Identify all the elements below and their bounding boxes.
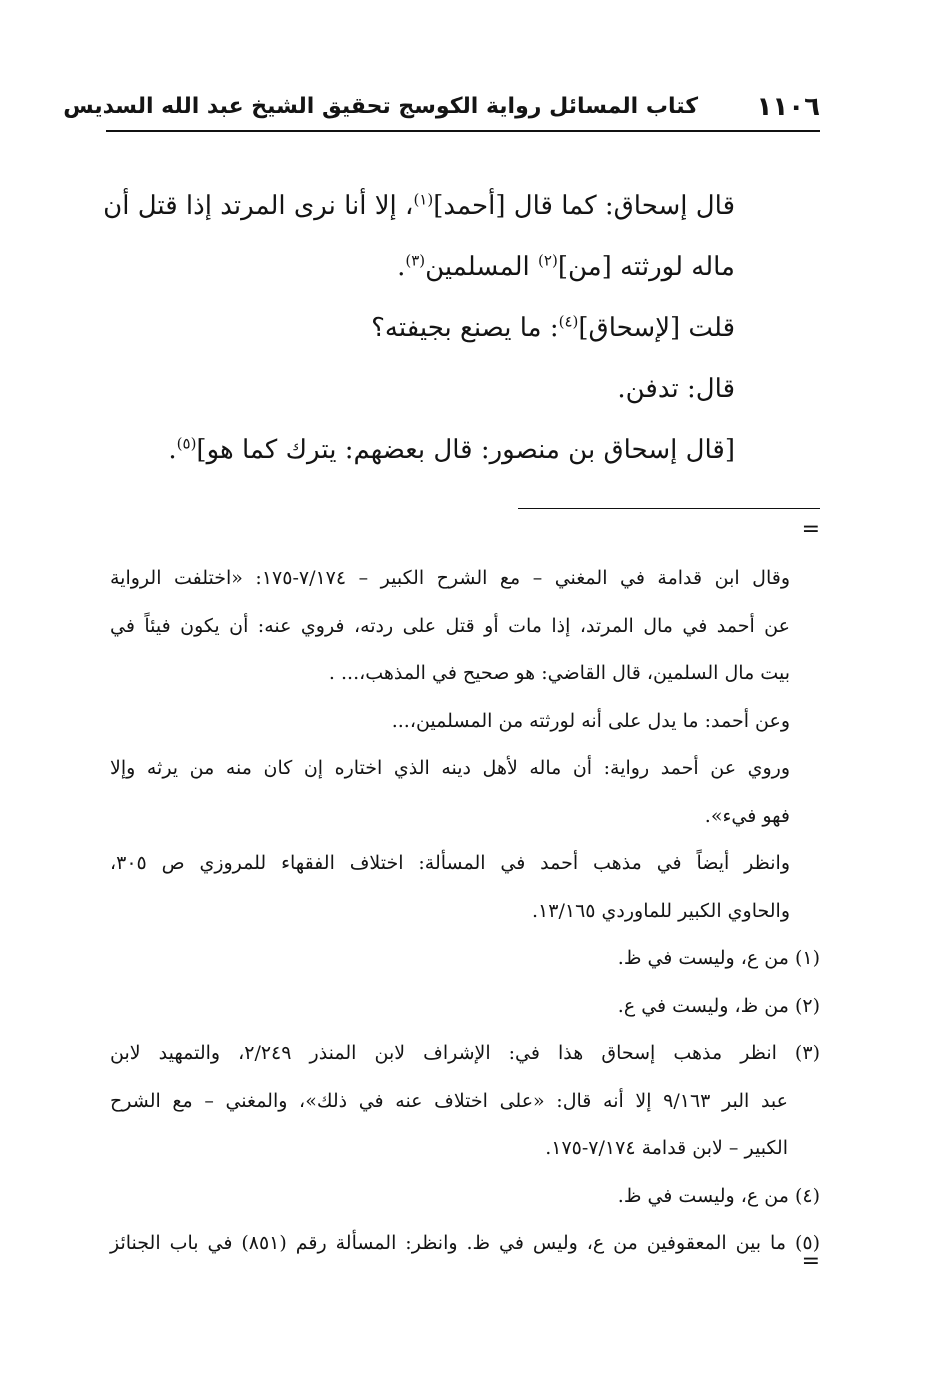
footnote-line: وروي عن أحمد رواية: أن ماله لأهل دينه الذي اختاره إن كان منه من يرثه وإلا [110,757,790,779]
footnote-line: وانظر أيضاً في مذهب أحمد في المسألة: اختلاف الفقهاء للمروزي ص ٣٠٥، [110,852,790,874]
footnote-line: وقال ابن قدامة في المغني – مع الشرح الكبير – ٧/١٧٤-١٧٥: «اختلفت الرواية [110,567,790,589]
continuation-mark-top: = [801,517,820,542]
main-text [105,176,735,481]
footnote-ref-3: (٣) [405,251,426,270]
main-line-2: ماله لورثته [من]$^{(٢)}$ المسلمين$^{(٣)}$. [397,251,735,282]
running-title: كتاب المسائل رواية الكوسج تحقيق الشيخ عبد الله السديس [63,94,698,119]
footnote-separator [518,508,820,509]
footnote-line: والحاوي الكبير للماوردي ١٣/١٦٥. [532,899,790,922]
footnotes [110,555,820,1268]
footnote-1: (١) من ع، وليست في ظ. [617,947,820,969]
main-line-3: قلت [لإسحاق]$^{(٤)}$: ما يصنع بجيفته؟ [371,312,735,343]
continued-footnote [110,555,820,935]
footnote-ref-4: (٤) [558,312,579,331]
footnote-line: وعن أحمد: ما يدل على أنه لورثته من المسلمين،... [391,709,790,732]
footnote-3: (٣) انظر مذهب إسحاق هذا في: الإشراف لابن المنذر ٢/٢٤٩، والتمهيد لابن [110,1042,820,1064]
footnote-ref-2: (٢) [538,251,558,270]
footnote-5: (٥) ما بين المعقوفين من ع، وليس في ظ. وانظر: المسألة رقم (٨٥١) في باب الجنائز [110,1232,820,1254]
main-line-4: قال: تدفن. [617,374,735,404]
page-number: ١١٠٦ [756,92,820,122]
footnote-line: فهو فيء». [704,804,790,827]
footnote-line: عن أحمد في مال المرتد، إذا مات أو قتل على ردته، فروي عنه: أن يكون فيئاً في [110,614,790,637]
numbered-footnotes [110,935,820,1268]
header-rule [106,130,820,132]
footnote-line: بيت مال السلمين، قال القاضي: هو صحيح في المذهب،... . [328,662,790,684]
footnote-3-cont: عبد البر ٩/١٦٣ إلا أنه قال: «على اختلاف عنه في ذلك»، والمغني – مع الشرح [110,1089,788,1112]
footnote-2: (٢) من ظ، وليست في ع. [617,994,820,1017]
footnote-ref-1: (١) [413,190,434,209]
continuation-mark-bottom: = [801,1249,820,1274]
footnote-ref-5: (٥) [176,434,197,453]
page-header [63,92,820,126]
footnote-3-cont: الكبير – لابن قدامة ٧/١٧٤-١٧٥. [545,1137,788,1159]
main-line-5: [قال إسحاق بن منصور: قال بعضهم: يترك كما هو]$^{(٥)}$. [168,434,735,465]
main-line-1: قال إسحاق: كما قال [أحمد]$^{(١)}$، إلا أنا نرى المرتد إذا قتل أن [103,190,735,221]
footnote-4: (٤) من ع، وليست في ظ. [617,1184,820,1207]
